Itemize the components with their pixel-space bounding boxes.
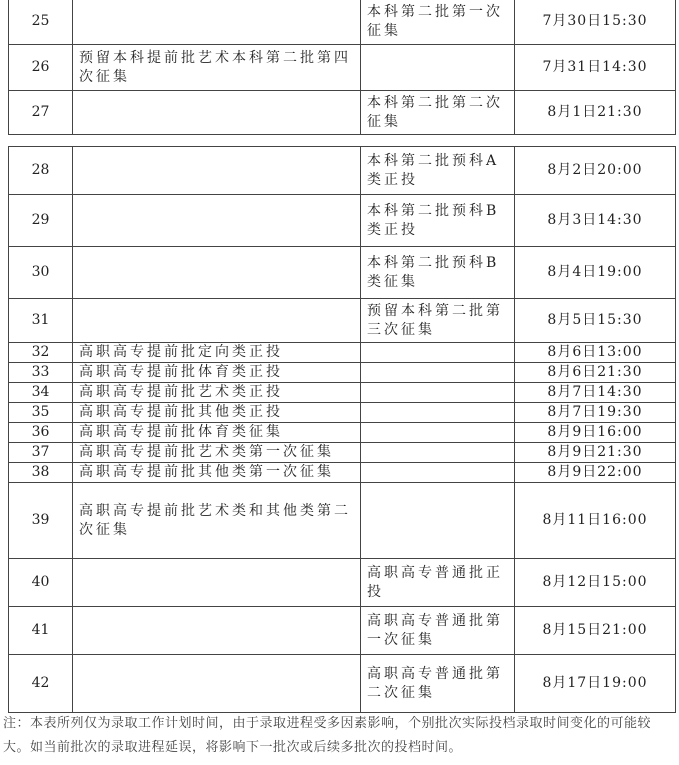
time-cell: 8月17日19:00 xyxy=(515,655,676,713)
schedule-table-bottom xyxy=(8,146,676,713)
table-row xyxy=(9,607,676,655)
batch-cell xyxy=(73,559,361,607)
footnote: 注：本表所列仅为录取工作计划时间，由于录取进程受多因素影响，个别批次实际投档录取时间变化的可能较大。如当前批次的录取进程延误，将影响下一批次或后续多批次的投档时间。 xyxy=(3,716,652,755)
batch-cell: 预留本科提前批艺术本科第二批第四次征集 xyxy=(73,45,361,91)
table-row xyxy=(9,195,676,247)
table-row xyxy=(9,247,676,299)
row-number-cell: 33 xyxy=(9,363,73,383)
batch-cell xyxy=(73,247,361,299)
row-number-cell: 37 xyxy=(9,443,73,463)
row-number-cell: 35 xyxy=(9,403,73,423)
row-number-cell: 41 xyxy=(9,607,73,655)
batch-cell-secondary xyxy=(361,443,515,463)
batch-cell-secondary: 本科第二批预科B类征集 xyxy=(361,247,515,299)
time-cell: 8月7日14:30 xyxy=(515,383,676,403)
batch-cell xyxy=(73,299,361,343)
table-row xyxy=(9,383,676,403)
table-row xyxy=(9,463,676,483)
batch-cell-secondary: 高职高专普通批第二次征集 xyxy=(361,655,515,713)
batch-cell-secondary xyxy=(361,463,515,483)
time-cell: 8月9日21:30 xyxy=(515,443,676,463)
batch-cell-secondary xyxy=(361,363,515,383)
table-row xyxy=(9,443,676,463)
batch-cell-secondary: 本科第二批第二次征集 xyxy=(361,91,515,135)
time-cell: 8月12日15:00 xyxy=(515,559,676,607)
time-cell: 8月6日13:00 xyxy=(515,343,676,363)
table-row xyxy=(9,403,676,423)
batch-cell xyxy=(73,91,361,135)
table-row xyxy=(9,559,676,607)
batch-cell-secondary: 本科第二批第一次征集 xyxy=(361,0,515,45)
batch-cell: 高职高专提前批其他类正投 xyxy=(73,403,361,423)
batch-cell: 高职高专提前批艺术类和其他类第二次征集 xyxy=(73,483,361,559)
time-cell: 8月7日19:30 xyxy=(515,403,676,423)
table-row xyxy=(9,299,676,343)
row-number-cell: 25 xyxy=(9,0,73,45)
batch-cell-secondary: 高职高专普通批正投 xyxy=(361,559,515,607)
table-row xyxy=(9,423,676,443)
batch-cell-secondary xyxy=(361,343,515,363)
schedule-table-top xyxy=(8,0,676,135)
batch-cell xyxy=(73,0,361,45)
row-number-cell: 34 xyxy=(9,383,73,403)
table-row xyxy=(9,343,676,363)
row-number-cell: 40 xyxy=(9,559,73,607)
time-cell: 8月3日14:30 xyxy=(515,195,676,247)
batch-cell-secondary xyxy=(361,383,515,403)
time-cell: 8月2日20:00 xyxy=(515,147,676,195)
row-number-cell: 36 xyxy=(9,423,73,443)
batch-cell-secondary xyxy=(361,45,515,91)
table-row xyxy=(9,147,676,195)
time-cell: 8月9日16:00 xyxy=(515,423,676,443)
time-cell: 8月15日21:00 xyxy=(515,607,676,655)
batch-cell-secondary xyxy=(361,403,515,423)
time-cell: 7月30日15:30 xyxy=(515,0,676,45)
table-row xyxy=(9,0,676,45)
batch-cell-secondary: 本科第二批预科B类正投 xyxy=(361,195,515,247)
batch-cell xyxy=(73,607,361,655)
table-top-body xyxy=(9,0,676,135)
batch-cell-secondary xyxy=(361,423,515,443)
time-cell: 8月5日15:30 xyxy=(515,299,676,343)
batch-cell-secondary: 本科第二批预科A类正投 xyxy=(361,147,515,195)
table-row xyxy=(9,45,676,91)
time-cell: 8月9日22:00 xyxy=(515,463,676,483)
time-cell: 7月31日14:30 xyxy=(515,45,676,91)
row-number-cell: 38 xyxy=(9,463,73,483)
batch-cell: 高职高专提前批体育类征集 xyxy=(73,423,361,443)
row-number-cell: 42 xyxy=(9,655,73,713)
table-row xyxy=(9,91,676,135)
row-number-cell: 27 xyxy=(9,91,73,135)
row-number-cell: 39 xyxy=(9,483,73,559)
row-number-cell: 29 xyxy=(9,195,73,247)
batch-cell: 高职高专提前批体育类正投 xyxy=(73,363,361,383)
row-number-cell: 32 xyxy=(9,343,73,363)
batch-cell-secondary: 高职高专普通批第一次征集 xyxy=(361,607,515,655)
batch-cell: 高职高专提前批其他类第一次征集 xyxy=(73,463,361,483)
table-row xyxy=(9,483,676,559)
table-bottom-body xyxy=(9,147,676,713)
time-cell: 8月4日19:00 xyxy=(515,247,676,299)
row-number-cell: 30 xyxy=(9,247,73,299)
batch-cell xyxy=(73,195,361,247)
time-cell: 8月6日21:30 xyxy=(515,363,676,383)
table-row xyxy=(9,655,676,713)
batch-cell-secondary: 预留本科第二批第三次征集 xyxy=(361,299,515,343)
row-number-cell: 26 xyxy=(9,45,73,91)
batch-cell xyxy=(73,655,361,713)
row-number-cell: 31 xyxy=(9,299,73,343)
table-row xyxy=(9,363,676,383)
time-cell: 8月1日21:30 xyxy=(515,91,676,135)
batch-cell: 高职高专提前批艺术类正投 xyxy=(73,383,361,403)
time-cell: 8月11日16:00 xyxy=(515,483,676,559)
batch-cell-secondary xyxy=(361,483,515,559)
row-number-cell: 28 xyxy=(9,147,73,195)
batch-cell: 高职高专提前批定向类正投 xyxy=(73,343,361,363)
batch-cell: 高职高专提前批艺术类第一次征集 xyxy=(73,443,361,463)
batch-cell xyxy=(73,147,361,195)
